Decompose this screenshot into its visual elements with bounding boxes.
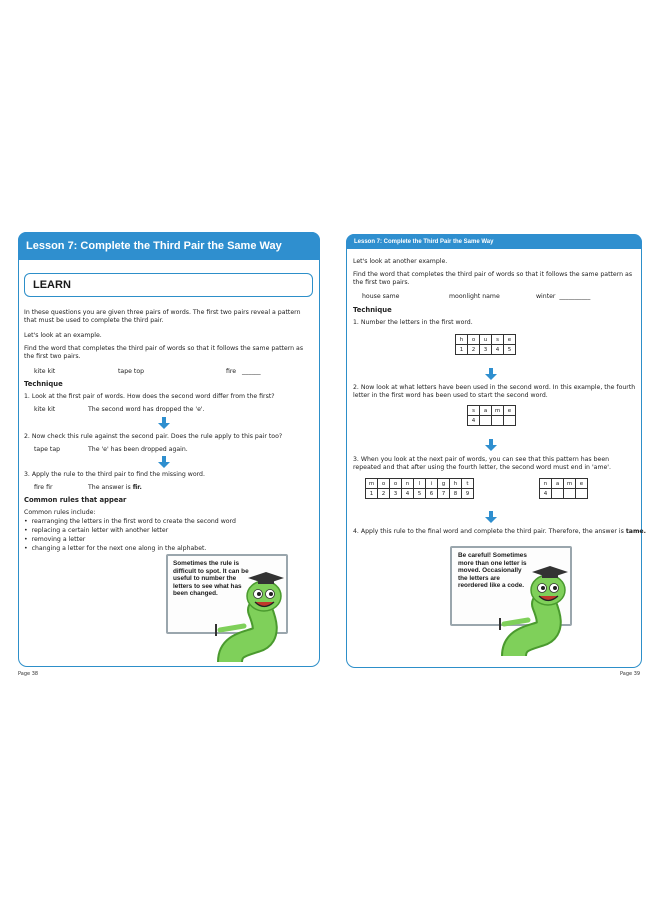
grid-number-row xyxy=(366,489,474,499)
another-example: Let's look at another example. xyxy=(353,258,448,265)
grid-cell: m xyxy=(564,479,576,489)
grid-cell: u xyxy=(480,335,492,345)
grid-cell: l xyxy=(414,479,426,489)
pair-3-word: fire xyxy=(226,368,237,375)
learn-heading: LEARN xyxy=(33,279,71,291)
right-pair-3 xyxy=(536,293,590,301)
technique-heading: Technique xyxy=(24,380,63,388)
grid-cell: 8 xyxy=(450,489,462,499)
grid-cell: 2 xyxy=(378,489,390,499)
grid-cell: 7 xyxy=(438,489,450,499)
grid-cell: m xyxy=(492,406,504,416)
left-lesson-banner xyxy=(18,232,320,260)
rule-item: • removing a letter xyxy=(24,536,86,543)
grid-cell: m xyxy=(366,479,378,489)
grid-cell xyxy=(480,416,492,426)
grid-cell: g xyxy=(438,479,450,489)
down-arrow-icon xyxy=(158,417,170,429)
rule-item: • changing a letter for the next one along in the alphabet. xyxy=(24,545,207,552)
grid-number-row xyxy=(468,416,516,426)
grid-cell xyxy=(492,416,504,426)
example-pair-2: tape top xyxy=(118,368,145,375)
step-3-answer: fir. xyxy=(132,484,142,491)
left-board-tip: Sometimes the rule is difficult to spot. It can be useful to number the letters to see what has been changed. xyxy=(173,560,249,598)
grid-letter-row xyxy=(456,335,516,345)
grid-cell xyxy=(564,489,576,499)
grid-cell: h xyxy=(456,335,468,345)
example-pair-1: kite kit xyxy=(34,368,56,375)
right-step-2: 2. Now look at what letters have been used in the second word. In this example, the fourth letter in the first word has been used to start the second word. xyxy=(353,384,636,400)
grid-cell: e xyxy=(576,479,588,489)
right-step-1: 1. Number the letters in the first word. xyxy=(353,319,473,326)
down-arrow-icon xyxy=(485,439,497,451)
left-page-number: Page 38 xyxy=(18,671,39,677)
grid-cell: i xyxy=(426,479,438,489)
moonlight-letter-grid xyxy=(365,478,474,499)
step-1: 1. Look at the first pair of words. How does the second word differ from the first? xyxy=(24,393,275,400)
common-rules-heading: Common rules that appear xyxy=(24,496,127,504)
grid-number-row xyxy=(540,489,588,499)
step-2: 2. Now check this rule against the second pair. Does the rule apply to this pair too? xyxy=(24,433,283,440)
worm-mascot-icon xyxy=(200,566,308,662)
grid-cell: a xyxy=(552,479,564,489)
right-step-4 xyxy=(353,528,646,536)
name-letter-grid xyxy=(539,478,588,499)
grid-cell: 4 xyxy=(492,345,504,355)
grid-cell: 5 xyxy=(504,345,516,355)
grid-cell: e xyxy=(504,335,516,345)
grid-letter-row xyxy=(540,479,588,489)
down-arrow-icon xyxy=(158,456,170,468)
rule-item: • rearranging the letters in the first word to create the second word xyxy=(24,518,236,525)
grid-cell: a xyxy=(480,406,492,416)
common-rules-intro: Common rules include: xyxy=(24,509,96,516)
grid-cell: 4 xyxy=(402,489,414,499)
grid-cell: 6 xyxy=(426,489,438,499)
rule-item: • replacing a certain letter with another letter xyxy=(24,527,169,534)
grid-cell: 9 xyxy=(462,489,474,499)
grid-cell: 3 xyxy=(390,489,402,499)
grid-cell: h xyxy=(450,479,462,489)
grid-cell: s xyxy=(492,335,504,345)
grid-cell: 3 xyxy=(480,345,492,355)
grid-cell xyxy=(504,416,516,426)
grid-number-row xyxy=(456,345,516,355)
right-lesson-banner xyxy=(346,234,642,249)
grid-cell xyxy=(576,489,588,499)
rule-text: changing a letter for the next one along in the alphabet. xyxy=(31,545,207,552)
worm-mascot-icon xyxy=(484,560,592,656)
grid-cell: n xyxy=(402,479,414,489)
step-1-note: The second word has dropped the 'e'. xyxy=(88,406,205,413)
right-page-number: Page 39 xyxy=(620,671,641,677)
grid-cell: 1 xyxy=(456,345,468,355)
house-letter-grid xyxy=(455,334,516,355)
same-letter-grid xyxy=(467,405,516,426)
learn-heading-box xyxy=(24,273,313,297)
rule-text: rearranging the letters in the first word to create the second word xyxy=(31,518,236,525)
right-answer-blank: __________ xyxy=(559,293,591,300)
right-pair-1: house same xyxy=(362,293,400,300)
rule-text: removing a letter xyxy=(31,536,86,543)
grid-letter-row xyxy=(366,479,474,489)
right-board-tip: Be careful! Sometimes more than one letter is moved. Occasionally the letters are reordered like a code. xyxy=(458,552,527,590)
grid-cell: 4 xyxy=(540,489,552,499)
right-pair-2: moonlight name xyxy=(449,293,500,300)
grid-cell: e xyxy=(504,406,516,416)
step-2-note: The 'e' has been dropped again. xyxy=(88,446,188,453)
example-pair-3 xyxy=(226,368,261,376)
intro-text: In these questions you are given three pairs of words. The first two pairs reveal a pattern that must be used to complete the third pair. xyxy=(24,309,301,325)
find-instruction: Find the word that completes the third pair of words so that it follows the same pattern as the first two pairs. xyxy=(24,345,304,361)
right-pair-3-word: winter xyxy=(536,293,556,300)
left-banner-title: Lesson 7: Complete the Third Pair the Same Way xyxy=(26,240,282,252)
grid-letter-row xyxy=(468,406,516,416)
grid-cell: t xyxy=(462,479,474,489)
right-step-3: 3. When you look at the next pair of words, you can see that this pattern has been repeated and that after using the fourth letter, the second word must end in 'ame'. xyxy=(353,456,611,472)
grid-cell: 5 xyxy=(414,489,426,499)
grid-cell: s xyxy=(468,406,480,416)
right-technique-heading: Technique xyxy=(353,306,392,314)
grid-cell xyxy=(552,489,564,499)
step-3-note xyxy=(88,484,142,492)
right-step-4-text: 4. Apply this rule to the final word and complete the third pair. Therefore, the answer is xyxy=(353,528,626,535)
grid-cell: o xyxy=(378,479,390,489)
step-3: 3. Apply the rule to the third pair to find the missing word. xyxy=(24,471,205,478)
step-3-words: fire fir xyxy=(34,484,53,491)
step-3-note-text: The answer is xyxy=(88,484,133,491)
grid-cell: 2 xyxy=(468,345,480,355)
grid-cell: n xyxy=(540,479,552,489)
answer-blank: ______ xyxy=(242,368,261,375)
grid-cell: o xyxy=(390,479,402,489)
step-1-words: kite kit xyxy=(34,406,56,413)
down-arrow-icon xyxy=(485,368,497,380)
down-arrow-icon xyxy=(485,511,497,523)
example-intro: Let's look at an example. xyxy=(24,332,102,339)
grid-cell: o xyxy=(468,335,480,345)
grid-cell: 4 xyxy=(468,416,480,426)
right-find-instruction: Find the word that completes the third pair of words so that it follows the same pattern as the first two pairs. xyxy=(353,271,633,287)
step-2-words: tape tap xyxy=(34,446,61,453)
rule-text: replacing a certain letter with another letter xyxy=(31,527,169,534)
grid-cell: 1 xyxy=(366,489,378,499)
right-step-4-answer: tame. xyxy=(625,528,646,535)
right-banner-title: Lesson 7: Complete the Third Pair the Same Way xyxy=(354,238,494,245)
